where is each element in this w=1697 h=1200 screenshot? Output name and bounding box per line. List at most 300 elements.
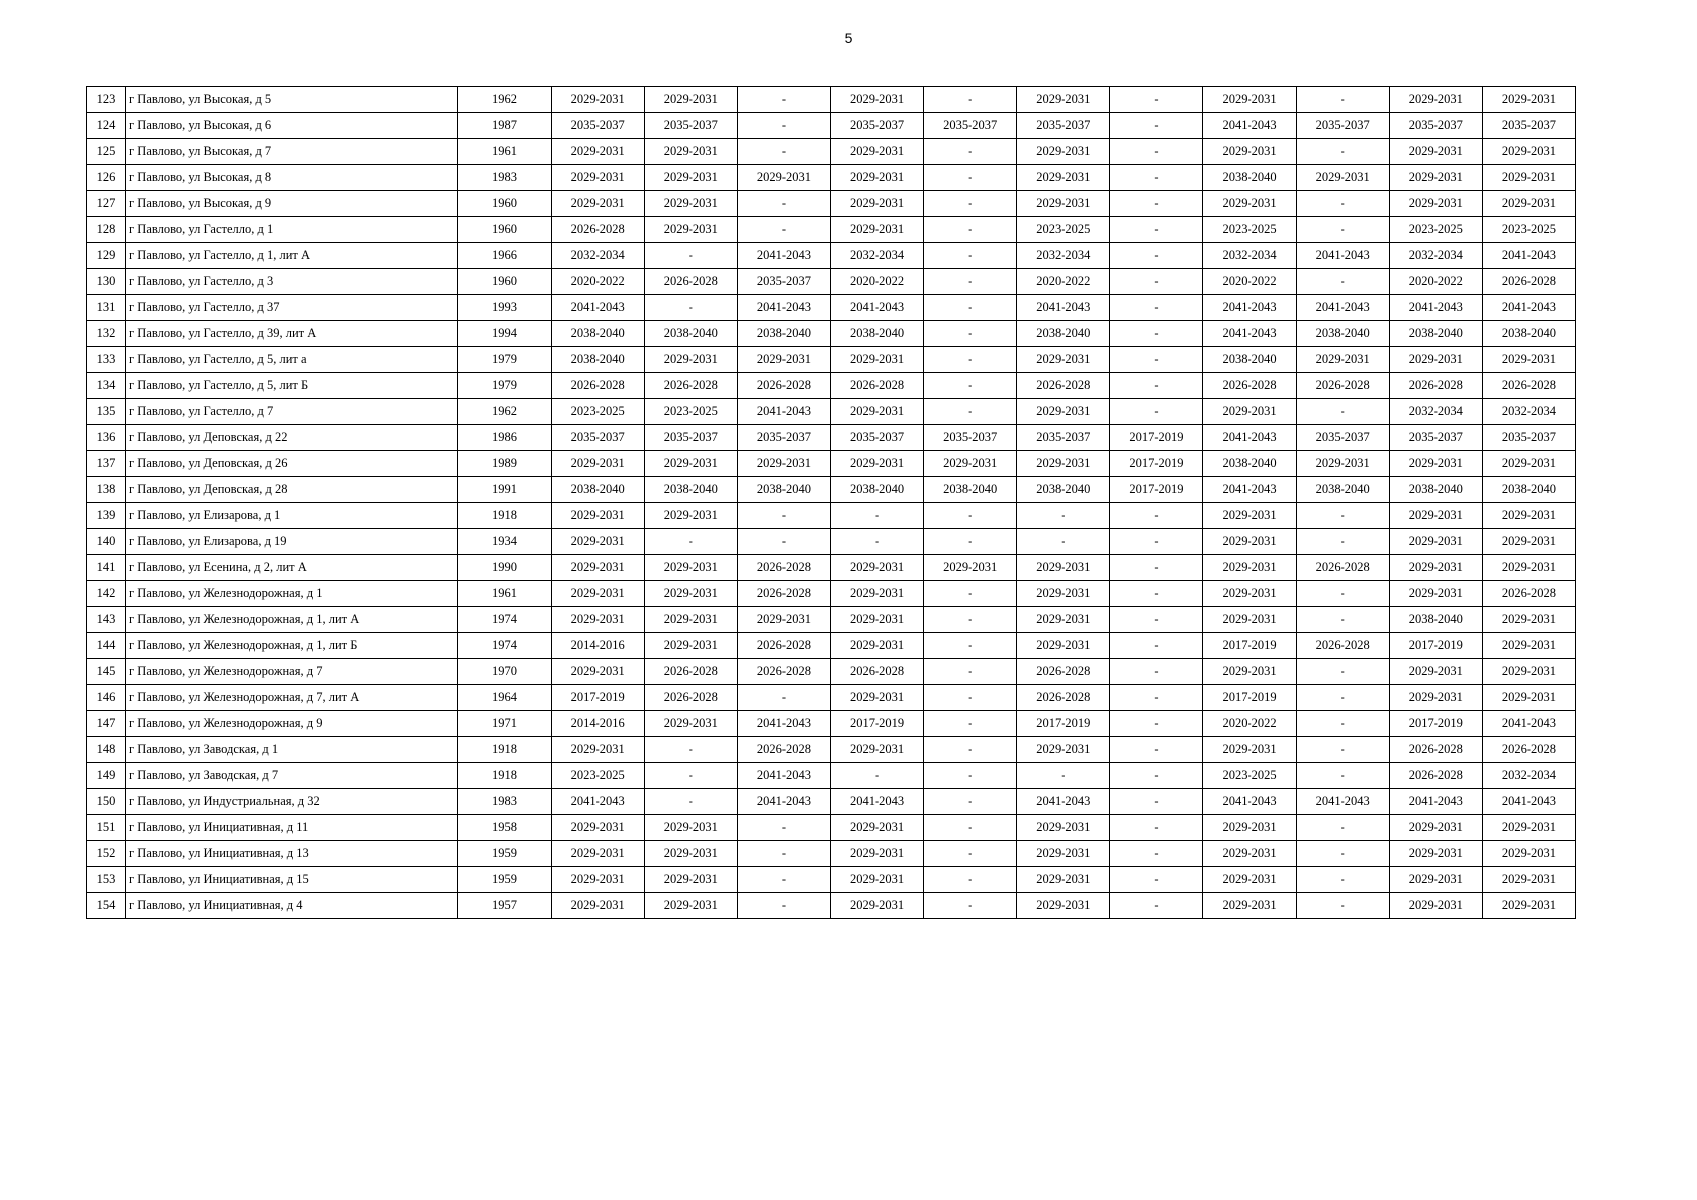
period-cell-1: 2014-2016: [551, 711, 644, 737]
year-built-cell: 1957: [458, 893, 551, 919]
period-cell-2: -: [644, 529, 737, 555]
table-row: [87, 503, 1576, 529]
year-built-cell: 1993: [458, 295, 551, 321]
period-cell-9: -: [1296, 581, 1389, 607]
period-cell-5: 2035-2037: [924, 425, 1017, 451]
period-cell-1: 2026-2028: [551, 373, 644, 399]
period-cell-2: -: [644, 763, 737, 789]
period-cell-8: 2029-2031: [1203, 555, 1296, 581]
address-cell: г Павлово, ул Высокая, д 5: [126, 87, 458, 113]
period-cell-11: 2041-2043: [1482, 243, 1575, 269]
period-cell-9: 2026-2028: [1296, 633, 1389, 659]
period-cell-6: 2038-2040: [1017, 477, 1110, 503]
table-body: [87, 87, 1576, 919]
period-cell-11: 2041-2043: [1482, 711, 1575, 737]
period-cell-7: -: [1110, 503, 1203, 529]
period-cell-4: 2029-2031: [830, 737, 923, 763]
address-cell: г Павлово, ул Высокая, д 8: [126, 165, 458, 191]
period-cell-2: 2029-2031: [644, 87, 737, 113]
period-cell-6: 2038-2040: [1017, 321, 1110, 347]
period-cell-1: 2029-2031: [551, 191, 644, 217]
period-cell-4: 2029-2031: [830, 815, 923, 841]
period-cell-10: 2017-2019: [1389, 633, 1482, 659]
year-built-cell: 1959: [458, 841, 551, 867]
period-cell-1: 2029-2031: [551, 139, 644, 165]
row-number-cell: 151: [87, 815, 126, 841]
address-cell: г Павлово, ул Заводская, д 1: [126, 737, 458, 763]
year-built-cell: 1974: [458, 633, 551, 659]
period-cell-2: 2038-2040: [644, 321, 737, 347]
period-cell-5: -: [924, 139, 1017, 165]
period-cell-6: 2029-2031: [1017, 399, 1110, 425]
period-cell-7: -: [1110, 113, 1203, 139]
period-cell-9: -: [1296, 841, 1389, 867]
table-row: [87, 425, 1576, 451]
period-cell-3: 2026-2028: [737, 659, 830, 685]
period-cell-10: 2041-2043: [1389, 295, 1482, 321]
period-cell-11: 2029-2031: [1482, 893, 1575, 919]
period-cell-1: 2029-2031: [551, 659, 644, 685]
period-cell-2: 2023-2025: [644, 399, 737, 425]
period-cell-4: 2041-2043: [830, 789, 923, 815]
row-number-cell: 152: [87, 841, 126, 867]
period-cell-4: 2029-2031: [830, 633, 923, 659]
period-cell-3: 2029-2031: [737, 165, 830, 191]
period-cell-5: -: [924, 503, 1017, 529]
address-cell: г Павлово, ул Гастелло, д 1, лит А: [126, 243, 458, 269]
address-cell: г Павлово, ул Елизарова, д 19: [126, 529, 458, 555]
period-cell-4: 2029-2031: [830, 581, 923, 607]
period-cell-11: 2026-2028: [1482, 581, 1575, 607]
period-cell-2: 2026-2028: [644, 659, 737, 685]
year-built-cell: 1979: [458, 347, 551, 373]
period-cell-2: 2029-2031: [644, 191, 737, 217]
period-cell-7: -: [1110, 555, 1203, 581]
period-cell-7: 2017-2019: [1110, 425, 1203, 451]
period-cell-11: 2023-2025: [1482, 217, 1575, 243]
year-built-cell: 1934: [458, 529, 551, 555]
period-cell-9: 2041-2043: [1296, 789, 1389, 815]
period-cell-3: 2041-2043: [737, 243, 830, 269]
address-cell: г Павлово, ул Гастелло, д 3: [126, 269, 458, 295]
period-cell-10: 2032-2034: [1389, 243, 1482, 269]
period-cell-9: -: [1296, 139, 1389, 165]
period-cell-2: -: [644, 737, 737, 763]
period-cell-2: 2029-2031: [644, 815, 737, 841]
row-number-cell: 142: [87, 581, 126, 607]
period-cell-4: 2029-2031: [830, 893, 923, 919]
period-cell-10: 2029-2031: [1389, 581, 1482, 607]
period-cell-6: 2026-2028: [1017, 685, 1110, 711]
period-cell-6: -: [1017, 529, 1110, 555]
period-cell-2: -: [644, 243, 737, 269]
table-row: [87, 477, 1576, 503]
period-cell-11: 2026-2028: [1482, 269, 1575, 295]
address-cell: г Павлово, ул Гастелло, д 5, лит а: [126, 347, 458, 373]
table-row: [87, 165, 1576, 191]
row-number-cell: 143: [87, 607, 126, 633]
period-cell-1: 2041-2043: [551, 789, 644, 815]
period-cell-2: 2038-2040: [644, 477, 737, 503]
table-row: [87, 269, 1576, 295]
address-cell: г Павлово, ул Гастелло, д 7: [126, 399, 458, 425]
period-cell-1: 2026-2028: [551, 217, 644, 243]
period-cell-7: -: [1110, 581, 1203, 607]
period-cell-5: -: [924, 867, 1017, 893]
address-cell: г Павлово, ул Заводская, д 7: [126, 763, 458, 789]
period-cell-4: 2026-2028: [830, 373, 923, 399]
year-built-cell: 1962: [458, 399, 551, 425]
period-cell-4: 2029-2031: [830, 555, 923, 581]
period-cell-9: -: [1296, 867, 1389, 893]
period-cell-9: -: [1296, 659, 1389, 685]
period-cell-11: 2029-2031: [1482, 503, 1575, 529]
period-cell-4: 2038-2040: [830, 477, 923, 503]
period-cell-8: 2029-2031: [1203, 737, 1296, 763]
year-built-cell: 1918: [458, 503, 551, 529]
address-cell: г Павлово, ул Высокая, д 7: [126, 139, 458, 165]
period-cell-1: 2029-2031: [551, 841, 644, 867]
period-cell-4: 2029-2031: [830, 217, 923, 243]
period-cell-2: 2026-2028: [644, 269, 737, 295]
period-cell-5: 2029-2031: [924, 555, 1017, 581]
period-cell-10: 2029-2031: [1389, 659, 1482, 685]
period-cell-3: 2041-2043: [737, 763, 830, 789]
period-cell-7: -: [1110, 711, 1203, 737]
period-cell-3: 2041-2043: [737, 295, 830, 321]
period-cell-3: 2029-2031: [737, 607, 830, 633]
period-cell-4: 2029-2031: [830, 451, 923, 477]
table-row: [87, 815, 1576, 841]
period-cell-9: 2035-2037: [1296, 113, 1389, 139]
period-cell-2: 2029-2031: [644, 867, 737, 893]
period-cell-1: 2029-2031: [551, 555, 644, 581]
period-cell-3: 2026-2028: [737, 633, 830, 659]
row-number-cell: 140: [87, 529, 126, 555]
row-number-cell: 135: [87, 399, 126, 425]
period-cell-1: 2029-2031: [551, 867, 644, 893]
period-cell-6: 2029-2031: [1017, 893, 1110, 919]
row-number-cell: 139: [87, 503, 126, 529]
period-cell-7: -: [1110, 191, 1203, 217]
table-row: [87, 321, 1576, 347]
period-cell-7: -: [1110, 139, 1203, 165]
period-cell-1: 2041-2043: [551, 295, 644, 321]
row-number-cell: 138: [87, 477, 126, 503]
period-cell-10: 2020-2022: [1389, 269, 1482, 295]
period-cell-10: 2029-2031: [1389, 841, 1482, 867]
period-cell-8: 2029-2031: [1203, 139, 1296, 165]
period-cell-9: 2038-2040: [1296, 321, 1389, 347]
period-cell-1: 2029-2031: [551, 503, 644, 529]
period-cell-1: 2029-2031: [551, 165, 644, 191]
period-cell-8: 2020-2022: [1203, 269, 1296, 295]
period-cell-2: -: [644, 295, 737, 321]
address-cell: г Павлово, ул Инициативная, д 15: [126, 867, 458, 893]
table-row: [87, 867, 1576, 893]
period-cell-10: 2029-2031: [1389, 685, 1482, 711]
table-row: [87, 607, 1576, 633]
period-cell-11: 2032-2034: [1482, 763, 1575, 789]
period-cell-4: 2029-2031: [830, 399, 923, 425]
period-cell-3: 2029-2031: [737, 347, 830, 373]
period-cell-3: -: [737, 139, 830, 165]
year-built-cell: 1966: [458, 243, 551, 269]
period-cell-8: 2029-2031: [1203, 893, 1296, 919]
period-cell-1: 2023-2025: [551, 763, 644, 789]
period-cell-1: 2023-2025: [551, 399, 644, 425]
period-cell-9: 2029-2031: [1296, 451, 1389, 477]
period-cell-7: -: [1110, 789, 1203, 815]
repair-schedule-table: [86, 86, 1576, 919]
period-cell-2: 2035-2037: [644, 425, 737, 451]
period-cell-11: 2029-2031: [1482, 529, 1575, 555]
address-cell: г Павлово, ул Есенина, д 2, лит А: [126, 555, 458, 581]
row-number-cell: 133: [87, 347, 126, 373]
table-row: [87, 789, 1576, 815]
address-cell: г Павлово, ул Гастелло, д 37: [126, 295, 458, 321]
period-cell-3: 2035-2037: [737, 269, 830, 295]
period-cell-1: 2038-2040: [551, 477, 644, 503]
row-number-cell: 150: [87, 789, 126, 815]
period-cell-4: 2035-2037: [830, 113, 923, 139]
period-cell-10: 2023-2025: [1389, 217, 1482, 243]
period-cell-5: -: [924, 607, 1017, 633]
period-cell-10: 2026-2028: [1389, 737, 1482, 763]
period-cell-10: 2017-2019: [1389, 711, 1482, 737]
period-cell-5: -: [924, 581, 1017, 607]
table-row: [87, 841, 1576, 867]
period-cell-7: 2017-2019: [1110, 451, 1203, 477]
period-cell-9: -: [1296, 399, 1389, 425]
table-row: [87, 555, 1576, 581]
period-cell-10: 2029-2031: [1389, 529, 1482, 555]
period-cell-10: 2041-2043: [1389, 789, 1482, 815]
period-cell-1: 2035-2037: [551, 113, 644, 139]
period-cell-5: 2038-2040: [924, 477, 1017, 503]
address-cell: г Павлово, ул Инициативная, д 4: [126, 893, 458, 919]
period-cell-5: -: [924, 763, 1017, 789]
year-built-cell: 1990: [458, 555, 551, 581]
period-cell-9: -: [1296, 217, 1389, 243]
year-built-cell: 1918: [458, 763, 551, 789]
row-number-cell: 141: [87, 555, 126, 581]
period-cell-9: -: [1296, 737, 1389, 763]
period-cell-6: 2029-2031: [1017, 347, 1110, 373]
period-cell-3: -: [737, 87, 830, 113]
period-cell-4: 2029-2031: [830, 139, 923, 165]
period-cell-6: 2035-2037: [1017, 425, 1110, 451]
row-number-cell: 127: [87, 191, 126, 217]
period-cell-1: 2029-2031: [551, 529, 644, 555]
period-cell-6: 2023-2025: [1017, 217, 1110, 243]
period-cell-4: 2029-2031: [830, 87, 923, 113]
period-cell-11: 2026-2028: [1482, 373, 1575, 399]
address-cell: г Павлово, ул Высокая, д 6: [126, 113, 458, 139]
period-cell-8: 2029-2031: [1203, 841, 1296, 867]
period-cell-5: -: [924, 633, 1017, 659]
address-cell: г Павлово, ул Высокая, д 9: [126, 191, 458, 217]
period-cell-10: 2029-2031: [1389, 815, 1482, 841]
period-cell-3: -: [737, 841, 830, 867]
period-cell-11: 2026-2028: [1482, 737, 1575, 763]
period-cell-8: 2023-2025: [1203, 217, 1296, 243]
period-cell-8: 2029-2031: [1203, 815, 1296, 841]
period-cell-5: -: [924, 529, 1017, 555]
period-cell-5: -: [924, 737, 1017, 763]
address-cell: г Павлово, ул Елизарова, д 1: [126, 503, 458, 529]
period-cell-9: 2029-2031: [1296, 165, 1389, 191]
period-cell-9: -: [1296, 191, 1389, 217]
period-cell-5: -: [924, 87, 1017, 113]
year-built-cell: 1971: [458, 711, 551, 737]
period-cell-3: 2035-2037: [737, 425, 830, 451]
address-cell: г Павлово, ул Железнодорожная, д 7, лит А: [126, 685, 458, 711]
period-cell-4: 2029-2031: [830, 867, 923, 893]
period-cell-3: -: [737, 815, 830, 841]
period-cell-8: 2026-2028: [1203, 373, 1296, 399]
period-cell-8: 2020-2022: [1203, 711, 1296, 737]
period-cell-2: 2029-2031: [644, 841, 737, 867]
row-number-cell: 126: [87, 165, 126, 191]
period-cell-8: 2032-2034: [1203, 243, 1296, 269]
table-row: [87, 217, 1576, 243]
period-cell-8: 2029-2031: [1203, 867, 1296, 893]
year-built-cell: 1991: [458, 477, 551, 503]
period-cell-5: 2029-2031: [924, 451, 1017, 477]
period-cell-3: 2026-2028: [737, 373, 830, 399]
period-cell-3: -: [737, 529, 830, 555]
table-row: [87, 347, 1576, 373]
period-cell-9: -: [1296, 607, 1389, 633]
period-cell-7: -: [1110, 659, 1203, 685]
period-cell-4: 2026-2028: [830, 659, 923, 685]
row-number-cell: 145: [87, 659, 126, 685]
address-cell: г Павлово, ул Деповская, д 26: [126, 451, 458, 477]
period-cell-5: -: [924, 373, 1017, 399]
period-cell-8: 2041-2043: [1203, 425, 1296, 451]
period-cell-6: 2026-2028: [1017, 659, 1110, 685]
period-cell-5: -: [924, 659, 1017, 685]
period-cell-2: 2029-2031: [644, 633, 737, 659]
row-number-cell: 148: [87, 737, 126, 763]
period-cell-6: -: [1017, 503, 1110, 529]
page-number: 5: [844, 30, 853, 46]
period-cell-9: 2038-2040: [1296, 477, 1389, 503]
period-cell-5: -: [924, 295, 1017, 321]
period-cell-7: -: [1110, 295, 1203, 321]
period-cell-9: -: [1296, 893, 1389, 919]
period-cell-8: 2041-2043: [1203, 789, 1296, 815]
address-cell: г Павлово, ул Деповская, д 28: [126, 477, 458, 503]
period-cell-11: 2035-2037: [1482, 425, 1575, 451]
period-cell-10: 2029-2031: [1389, 139, 1482, 165]
address-cell: г Павлово, ул Железнодорожная, д 1, лит Б: [126, 633, 458, 659]
year-built-cell: 1960: [458, 269, 551, 295]
table-row: [87, 711, 1576, 737]
row-number-cell: 149: [87, 763, 126, 789]
period-cell-9: 2026-2028: [1296, 555, 1389, 581]
period-cell-11: 2029-2031: [1482, 87, 1575, 113]
period-cell-1: 2029-2031: [551, 893, 644, 919]
period-cell-6: 2029-2031: [1017, 555, 1110, 581]
row-number-cell: 128: [87, 217, 126, 243]
row-number-cell: 130: [87, 269, 126, 295]
period-cell-11: 2035-2037: [1482, 113, 1575, 139]
address-cell: г Павлово, ул Гастелло, д 39, лит А: [126, 321, 458, 347]
period-cell-1: 2029-2031: [551, 87, 644, 113]
period-cell-11: 2041-2043: [1482, 295, 1575, 321]
period-cell-3: 2029-2031: [737, 451, 830, 477]
period-cell-7: -: [1110, 529, 1203, 555]
table-row: [87, 633, 1576, 659]
period-cell-7: -: [1110, 399, 1203, 425]
period-cell-7: -: [1110, 347, 1203, 373]
period-cell-5: -: [924, 893, 1017, 919]
period-cell-2: 2029-2031: [644, 555, 737, 581]
period-cell-11: 2041-2043: [1482, 789, 1575, 815]
row-number-cell: 137: [87, 451, 126, 477]
period-cell-6: 2029-2031: [1017, 165, 1110, 191]
table-row: [87, 87, 1576, 113]
period-cell-3: -: [737, 893, 830, 919]
period-cell-11: 2029-2031: [1482, 555, 1575, 581]
period-cell-1: 2038-2040: [551, 347, 644, 373]
row-number-cell: 131: [87, 295, 126, 321]
period-cell-3: 2026-2028: [737, 555, 830, 581]
row-number-cell: 125: [87, 139, 126, 165]
period-cell-7: -: [1110, 763, 1203, 789]
period-cell-6: 2029-2031: [1017, 841, 1110, 867]
period-cell-6: 2041-2043: [1017, 295, 1110, 321]
year-built-cell: 1974: [458, 607, 551, 633]
period-cell-6: 2017-2019: [1017, 711, 1110, 737]
period-cell-7: -: [1110, 737, 1203, 763]
period-cell-8: 2017-2019: [1203, 685, 1296, 711]
period-cell-6: 2029-2031: [1017, 737, 1110, 763]
period-cell-4: 2029-2031: [830, 841, 923, 867]
period-cell-8: 2029-2031: [1203, 581, 1296, 607]
period-cell-10: 2029-2031: [1389, 555, 1482, 581]
period-cell-2: 2029-2031: [644, 711, 737, 737]
address-cell: г Павлово, ул Гастелло, д 5, лит Б: [126, 373, 458, 399]
period-cell-6: 2029-2031: [1017, 633, 1110, 659]
period-cell-3: 2038-2040: [737, 477, 830, 503]
period-cell-11: 2029-2031: [1482, 347, 1575, 373]
period-cell-6: 2029-2031: [1017, 581, 1110, 607]
period-cell-6: 2029-2031: [1017, 87, 1110, 113]
period-cell-6: 2029-2031: [1017, 867, 1110, 893]
row-number-cell: 153: [87, 867, 126, 893]
period-cell-11: 2029-2031: [1482, 191, 1575, 217]
period-cell-10: 2029-2031: [1389, 503, 1482, 529]
period-cell-9: -: [1296, 87, 1389, 113]
period-cell-10: 2029-2031: [1389, 165, 1482, 191]
period-cell-6: 2032-2034: [1017, 243, 1110, 269]
table-row: [87, 737, 1576, 763]
period-cell-5: 2035-2037: [924, 113, 1017, 139]
period-cell-3: -: [737, 191, 830, 217]
period-cell-2: 2029-2031: [644, 347, 737, 373]
period-cell-10: 2035-2037: [1389, 113, 1482, 139]
table-row: [87, 581, 1576, 607]
period-cell-6: 2029-2031: [1017, 607, 1110, 633]
period-cell-8: 2041-2043: [1203, 477, 1296, 503]
period-cell-10: 2038-2040: [1389, 607, 1482, 633]
period-cell-8: 2038-2040: [1203, 451, 1296, 477]
period-cell-9: -: [1296, 711, 1389, 737]
period-cell-5: -: [924, 269, 1017, 295]
